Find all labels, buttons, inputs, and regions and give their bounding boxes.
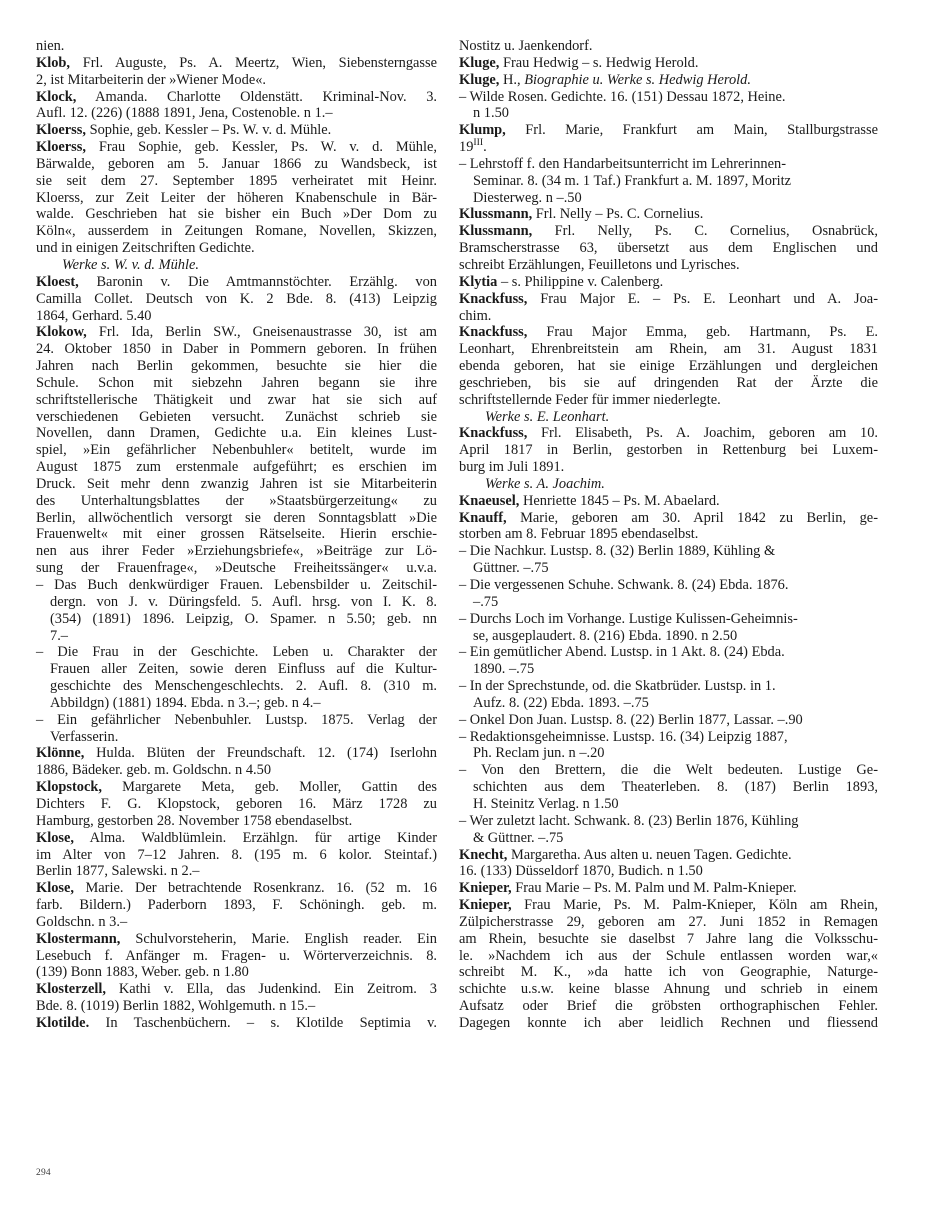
dictionary-entry xyxy=(36,745,437,779)
work-line: – Onkel Don Juan. Lustsp. 8. (22) Berlin 1877, Lassar. –.90 xyxy=(459,711,803,728)
work-line: – Das Buch denkwürdiger Frauen. Lebensbilder u. Zeitschil- xyxy=(36,577,437,593)
text-line: Klock, Amanda. Charlotte Oldenstätt. Kriminal-Nov. 3. xyxy=(36,88,437,105)
text-line: chim. xyxy=(459,307,492,324)
dictionary-entry xyxy=(36,89,437,123)
text-line: Knackfuss, Frau Major Emma, geb. Hartmann, Ps. E. xyxy=(459,324,878,341)
text-line: Nostitz u. Jaenkendorf. xyxy=(459,38,593,54)
text-line: Novellen, dann Dramen, Gedichte u.a. Ein kleines Lust- xyxy=(36,425,437,442)
work-line-continuation: schichten aus dem Theaterleben. 8. (187) Berlin 1893, xyxy=(473,779,878,796)
page-number: 294 xyxy=(36,1168,51,1178)
text-line: spiel, »Ein gefährlicher Nebenbuhler« betitelt, wurde im xyxy=(36,442,437,459)
text-line: Klose, Marie. Der betrachtende Rosenkranz. 16. (52 m. 16 xyxy=(36,880,437,897)
text-line: Goldschn. n 3.– xyxy=(36,913,128,930)
text-line: burg im Juli 1891. xyxy=(459,459,565,476)
headword: Klose, xyxy=(36,880,74,897)
dictionary-entry xyxy=(459,55,878,72)
text-line: Kloerss, zur Zeit Leiter der höheren Knabenschule in Bär- xyxy=(36,189,437,206)
headword: Kluge, xyxy=(459,54,500,71)
text-line: Dagegen konnte ich aber leidlich Rechnen und fliessend xyxy=(459,1014,878,1031)
work-line-continuation: Verfasserin. xyxy=(50,728,119,745)
text-line: sung der Frauenfrage«, »Deutsche Freiheitssänger« u.v.a. xyxy=(36,560,437,577)
headword: Klokow, xyxy=(36,324,87,341)
work-line-continuation: 7.– xyxy=(50,627,68,644)
text-line: April 1817 in Berlin, gestorben in Rettenburg bei Luxem- xyxy=(459,442,878,459)
dictionary-entry xyxy=(459,291,878,325)
work-line: – Ein gemütlicher Abend. Lustsp. in 1 Akt. 8. (24) Ebda. xyxy=(459,644,785,661)
text-line: Knackfuss, Frau Major E. – Ps. E. Leonhart und A. Joa- xyxy=(459,290,878,307)
text-line: des Unterhaltungsblattes der »Staatsbürgerzeitung« zu xyxy=(36,492,437,509)
dictionary-entry xyxy=(459,425,878,492)
headword: Knauff, xyxy=(459,509,507,526)
headword: Klock, xyxy=(36,88,77,105)
dictionary-entry xyxy=(459,324,878,425)
text-line: Zülpicherstrasse 29, geboren am 27. Juni 1852 in Remagen xyxy=(459,913,878,930)
dictionary-entry xyxy=(36,830,437,881)
dictionary-entry xyxy=(36,55,437,89)
headword: Klose, xyxy=(36,829,74,846)
work-line: – Wer zuletzt lacht. Schwank. 8. (23) Berlin 1876, Kühling xyxy=(459,812,799,829)
headword: Knieper, xyxy=(459,880,512,897)
work-line: – Die Frau in der Geschichte. Leben u. Charakter der xyxy=(36,644,437,661)
text-line: Knaeusel, Henriette 1845 – Ps. M. Abaelard. xyxy=(459,492,720,509)
headword: Kluge, xyxy=(459,71,500,88)
text-line: schreibt M. K., »da hatte ich von Geographie, Naturge- xyxy=(459,964,878,981)
text-line: nien. xyxy=(36,38,65,54)
work-line: – Von den Brettern, die die Welt bedeuten. Lustige Ge- xyxy=(459,762,878,779)
work-line-continuation: Frauen aller Zeiten, sowie deren Einfluss auf die Kultur- xyxy=(50,661,437,678)
work-line: – Lehrstoff f. den Handarbeitsunterricht im Lehrerinnen- xyxy=(459,155,787,172)
work-line: – Durchs Loch im Vorhange. Lustige Kulissen-Geheimnis- xyxy=(459,610,798,627)
text-line: (139) Bonn 1883, Weber. geb. n 1.80 xyxy=(36,964,249,981)
headword: Klussmann, xyxy=(459,223,533,240)
superscript-roman: III xyxy=(473,137,484,149)
dictionary-entry xyxy=(36,1015,437,1032)
dictionary-entry xyxy=(459,223,878,274)
headword: Klosterzell, xyxy=(36,981,106,998)
text-line: 16. (133) Düsseldorf 1870, Budich. n 1.50 xyxy=(459,863,703,880)
text-line: nen aus ihrer Feder »Erziehungsbriefe«, »Beiträge zur Lö- xyxy=(36,543,437,560)
text-line: Klussmann, Frl. Nelly – Ps. C. Cornelius. xyxy=(459,206,704,223)
text-line: Aufsatz oder Brief die gröbsten orthographischen Fehler. xyxy=(459,998,878,1015)
text-line: Klopstock, Margarete Meta, geb. Moller, Gattin des xyxy=(36,779,437,796)
two-column-body xyxy=(36,38,900,1032)
text-line: storben am 8. Februar 1895 ebendaselbst. xyxy=(459,526,699,543)
text-line: 1886, Bädeker. geb. m. Goldschn. n 4.50 xyxy=(36,762,272,779)
headword: Knackfuss, xyxy=(459,324,528,341)
text-line: im Alter von 7–12 Jahren. 8. (195 m. 6 kolor. Steintaf.) xyxy=(36,846,437,863)
headword: Knackfuss, xyxy=(459,425,528,442)
text-line: ebenda geboren, hat sie einige Erzählungen und dergleichen xyxy=(459,358,878,375)
text-line: Klostermann, Schulvorsteherin, Marie. English reader. Ein xyxy=(36,930,437,947)
work-line-continuation: & Güttner. –.75 xyxy=(473,829,564,846)
headword: Knackfuss, xyxy=(459,290,528,307)
headword: Klytia xyxy=(459,273,498,290)
work-line-continuation: Abbildgn) (1881) 1894. Ebda. n 3.–; geb. n 4.– xyxy=(50,694,321,711)
text-line: Knackfuss, Frl. Elisabeth, Ps. A. Joachim, geboren am 10. xyxy=(459,425,878,442)
work-line-continuation: Güttner. –.75 xyxy=(473,560,549,577)
work-line-continuation: (354) (1891) 1896. Leipzig, O. Spamer. n 5.50; geb. nn xyxy=(50,610,437,627)
text-line: Klönne, Hulda. Blüten der Freundschaft. 12. (174) Iserlohn xyxy=(36,745,437,762)
dictionary-entry xyxy=(459,122,878,206)
text-line: Frauenwelt« mit einer grossen Rätselseite. Hierin erschie- xyxy=(36,526,437,543)
headword: Klopstock, xyxy=(36,779,102,796)
dictionary-entry xyxy=(459,510,878,847)
dictionary-entry xyxy=(36,779,437,830)
text-line: Kloest, Baronin v. Die Amtmannstöchter. Erzählg. von xyxy=(36,273,437,290)
text-line: Druck. Seit mehr denn zwanzig Jahren ist sie Mitarbeiterin xyxy=(36,475,437,492)
text-line: 24. Oktober 1850 in Daber in Pommern geboren. In frühen xyxy=(36,341,437,358)
work-line: – Ein gefährlicher Nebenbuhler. Lustsp. 1875. Verlag der xyxy=(36,711,437,728)
work-line-continuation: dergn. von J. v. Düringsfeld. 5. Aufl. hrsg. von I. K. 8. xyxy=(50,593,437,610)
text-line: schreibt Erzählungen, Feuilletons und Lyrisches. xyxy=(459,256,740,273)
work-line-continuation: Diesterweg. n –.50 xyxy=(473,189,582,206)
headword: Knecht, xyxy=(459,846,508,863)
text-line: Klump, Frl. Marie, Frankfurt am Main, Stallburgstrasse xyxy=(459,122,878,139)
text-line: Bde. 8. (1019) Berlin 1882, Wohlgemuth. n 15.– xyxy=(36,998,316,1015)
text-line: le. »Nachdem ich aus der Schule entlassen worden war,« xyxy=(459,947,878,964)
text-line: Kloerss, Sophie, geb. Kessler – Ps. W. v. d. Mühle. xyxy=(36,122,332,139)
text-line: Klosterzell, Kathi v. Ella, das Judenkind. Ein Zeitrom. 3 xyxy=(36,981,437,998)
text-line: 1864, Gerhard. 5.40 xyxy=(36,307,152,324)
work-line-continuation: Ph. Reclam jun. n –.20 xyxy=(473,745,605,762)
work-line: – Redaktionsgeheimnisse. Lustsp. 16. (34) Leipzig 1887, xyxy=(459,728,788,745)
werke-reference: Werke s. W. v. d. Mühle. xyxy=(62,256,199,273)
text-line: $19^{III}$. xyxy=(459,137,487,156)
text-line: Knauff, Marie, geboren am 30. April 1842 zu Berlin, ge- xyxy=(459,509,878,526)
text-line: am Rhein, besuchte sie daselbst 7 Jahre lang die Volksschu- xyxy=(459,930,878,947)
work-line: – Die vergessenen Schuhe. Schwank. 8. (24) Ebda. 1876. xyxy=(459,577,789,593)
text-line: schichte u.s.w. keine blasse Ahnung und schrieb in einem xyxy=(459,981,878,998)
text-line: sie seit dem 27. September 1895 verheiratet mit Heinr. xyxy=(36,172,437,189)
text-line: Klotilde. In Taschenbüchern. – s. Klotilde Septimia v. xyxy=(36,1014,437,1031)
text-line: Berlin, allwöchentlich versorgt sie deren Sonntagsblatt »Die xyxy=(36,509,437,526)
text-line: Aufl. 12. (226) (1888 1891, Jena, Costenoble. n 1.– xyxy=(36,105,333,122)
dictionary-entry xyxy=(459,493,878,510)
text-line: geschrieben, bis sie auf dringenden Rat der Ärzte die xyxy=(459,374,878,391)
text-line: Camilla Collet. Deutsch von K. 2 Bde. 8. (413) Leipzig xyxy=(36,290,437,307)
text-line: Hamburg, gestorben 28. November 1758 ebendaselbst. xyxy=(36,812,353,829)
text-line: verschiedenen Gebieten versucht. Zunächst schrieb sie xyxy=(36,408,437,425)
headword: Knaeusel, xyxy=(459,492,520,509)
text-line: schriftstellernde Feder für immer niederlegte. xyxy=(459,391,721,408)
dictionary-entry xyxy=(36,139,437,274)
text-line: farb. Bildern.) Paderborn 1893, F. Schöningh. geb. m. xyxy=(36,897,437,914)
dictionary-entry xyxy=(36,122,437,139)
work-line-continuation: 1890. –.75 xyxy=(473,661,535,678)
text-line: August 1875 zum erstenmale aufgeführt; es erschien im xyxy=(36,459,437,476)
dictionary-entry xyxy=(459,880,878,897)
headword: Kloerss, xyxy=(36,122,86,139)
work-line: – In der Sprechstunde, od. die Skatbrüder. Lustsp. in 1. xyxy=(459,678,776,695)
dictionary-entry xyxy=(36,931,437,982)
dictionary-entry xyxy=(459,847,878,881)
text-line: Jahren nach Berlin gekommen, besuchte sie hier die xyxy=(36,358,437,375)
text-line: Klose, Alma. Waldblümlein. Erzählgn. für artige Kinder xyxy=(36,829,437,846)
headword: Klotilde. xyxy=(36,1014,90,1031)
text-line: 2, ist Mitarbeiterin der »Wiener Mode«. xyxy=(36,71,267,88)
text-line: Lesebuch f. Anfänger m. Fragen- u. Wörterverzeichnis. 8. xyxy=(36,947,437,964)
text-line: Leonhart, Ehrenbreitstein am Rhein, am 31. August 1831 xyxy=(459,341,878,358)
text-line: Kluge, Frau Hedwig – s. Hedwig Herold. xyxy=(459,54,699,71)
headword: Klostermann, xyxy=(36,930,121,947)
text-line: und in einigen Zeitschriften Gedichte. xyxy=(36,240,255,257)
dictionary-entry xyxy=(459,897,878,1032)
headword: Klussmann, xyxy=(459,206,533,223)
text-line: Knieper, Frau Marie – Ps. M. Palm und M. Palm-Knieper. xyxy=(459,880,797,897)
dictionary-entry xyxy=(36,324,437,745)
headword: Klob, xyxy=(36,54,70,71)
dictionary-entry xyxy=(36,981,437,1015)
left-text-column xyxy=(36,38,437,1032)
dictionary-entry xyxy=(36,38,437,55)
work-line-continuation: H. Steinitz Verlag. n 1.50 xyxy=(473,795,619,812)
text-line: walde. Geschrieben hat sie bisher ein Buch »Der Dom zu xyxy=(36,206,437,223)
text-line: Klob, Frl. Auguste, Ps. A. Meertz, Wien, Siebensterngasse xyxy=(36,54,437,71)
work-line-continuation: se, ausgeplaudert. 8. (216) Ebda. 1890. n 2.50 xyxy=(473,627,738,644)
text-line: schriftstellerische Thätigkeit und zwar hat sie sich auf xyxy=(36,391,437,408)
dictionary-entry xyxy=(459,38,878,55)
text-line: Knieper, Frau Marie, Ps. M. Palm-Knieper, Köln am Rhein, xyxy=(459,897,878,914)
text-line: Bramscherstrasse 63, übersetzt aus dem Englischen und xyxy=(459,240,878,257)
headword: Klump, xyxy=(459,122,506,139)
right-text-column xyxy=(459,38,878,1032)
werke-reference: Werke s. E. Leonhart. xyxy=(485,408,610,425)
text-line: Klussmann, Frl. Nelly, Ps. C. Cornelius, Osnabrück, xyxy=(459,223,878,240)
headword: Knieper, xyxy=(459,897,512,914)
headword: Kloerss, xyxy=(36,139,86,156)
text-line: Klokow, Frl. Ida, Berlin SW., Gneisenaustrasse 30, ist am xyxy=(36,324,437,341)
headword: Klönne, xyxy=(36,745,85,762)
text-line: Klytia – s. Philippine v. Calenberg. xyxy=(459,273,664,290)
work-line-continuation: geschichte des Menschengeschlechts. 2. Aufl. 8. (310 m. xyxy=(50,678,437,695)
text-line: Dichters F. G. Klopstock, geboren 16. März 1728 zu xyxy=(36,795,437,812)
werke-reference: Werke s. A. Joachim. xyxy=(485,475,605,492)
work-line: – Die Nachkur. Lustsp. 8. (32) Berlin 1889, Kühling & xyxy=(459,543,776,560)
italic-cross-reference: Biographie u. Werke s. Hedwig Herold. xyxy=(524,71,751,88)
text-line: Bärwalde, geboren am 5. Januar 1866 zu Wandsbeck, ist xyxy=(36,155,437,172)
work-line-continuation: n 1.50 xyxy=(473,105,509,122)
text-line: Kluge, H., Biographie u. Werke s. Hedwig Herold. xyxy=(459,71,751,88)
work-line-continuation: –.75 xyxy=(473,593,499,610)
dictionary-entry xyxy=(459,206,878,223)
text-line: Berlin 1877, Salewski. n 2.– xyxy=(36,863,200,880)
work-line: – Wilde Rosen. Gedichte. 16. (151) Dessau 1872, Heine. xyxy=(459,88,786,105)
text-line: Kloerss, Frau Sophie, geb. Kessler, Ps. W. v. d. Mühle, xyxy=(36,139,437,156)
text-line: Schule. Schon mit siebzehn Jahren begann sie ihre xyxy=(36,374,437,391)
text-line: Knecht, Margaretha. Aus alten u. neuen Tagen. Gedichte. xyxy=(459,846,792,863)
dictionary-entry xyxy=(459,72,878,123)
work-line-continuation: Seminar. 8. (34 m. 1 Taf.) Frankfurt a. M. 1897, Moritz xyxy=(473,172,792,189)
headword: Kloest, xyxy=(36,273,79,290)
dictionary-entry xyxy=(459,274,878,291)
dictionary-entry xyxy=(36,274,437,325)
dictionary-entry xyxy=(36,880,437,931)
work-line-continuation: Aufz. 8. (22) Ebda. 1893. –.75 xyxy=(473,694,649,711)
text-line: Köln«, ausserdem in Zeitungen Romane, Novellen, Skizzen, xyxy=(36,223,437,240)
